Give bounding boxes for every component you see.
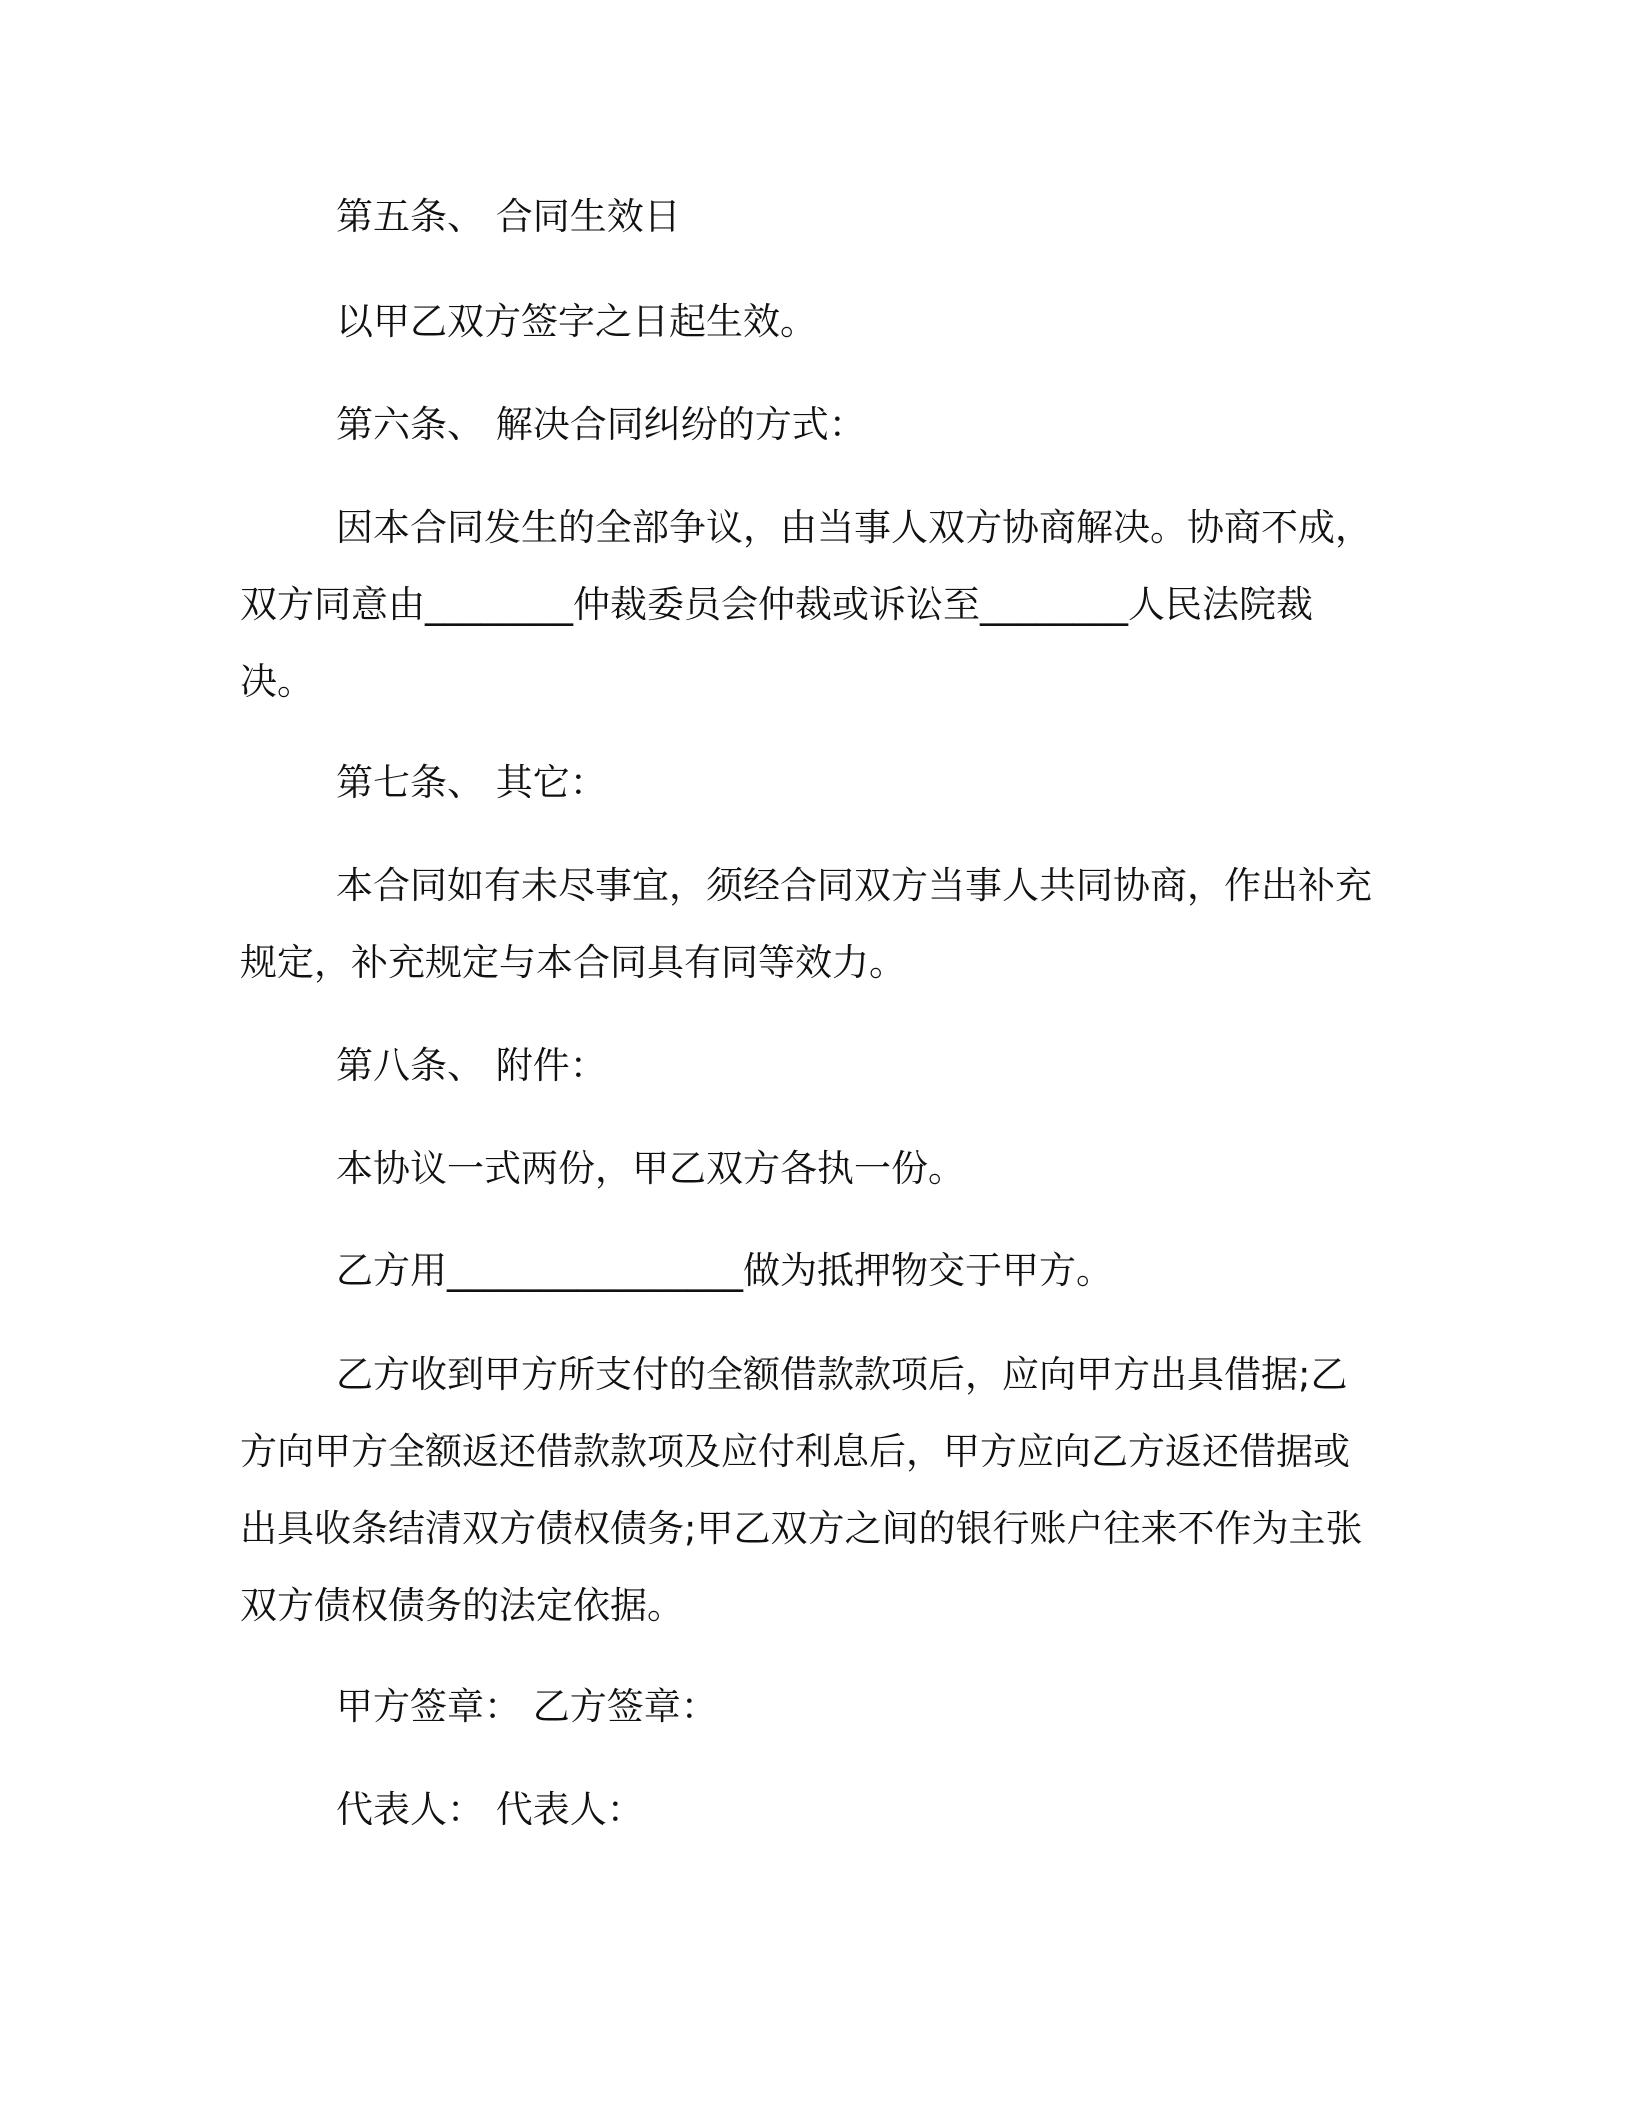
article-5-text: 以甲乙双方签字之日起生效。 <box>336 300 817 343</box>
representative-line: 代表人： 代表人： <box>336 1788 644 1831</box>
article-6-line-3: 决。 <box>240 660 314 703</box>
receipt-line-3: 出具收条结清双方债权债务;甲乙双方之间的银行账户往来不作为主张 <box>240 1507 1363 1550</box>
signature-line: 甲方签章： 乙方签章： <box>336 1685 718 1728</box>
article-7-title: 第七条、 其它： <box>336 761 607 804</box>
article-7-line-2: 规定，补充规定与本合同具有同等效力。 <box>240 941 906 984</box>
article-8-title: 第八条、 附件： <box>336 1044 607 1087</box>
receipt-line-2: 方向甲方全额返还借款款项及应付利息后，甲方应向乙方返还借据或 <box>240 1430 1350 1473</box>
article-5-title: 第五条、 合同生效日 <box>336 195 681 238</box>
receipt-paragraph <box>240 1336 1390 1644</box>
article-6-line-1: 因本合同发生的全部争议，由当事人双方协商解决。协商不成， <box>336 506 1372 549</box>
article-8-copies: 本协议一式两份，甲乙双方各执一份。 <box>336 1147 965 1190</box>
receipt-line-1: 乙方收到甲方所支付的全额借款款项后，应向甲方出具借据;乙 <box>336 1353 1348 1396</box>
collateral-clause: 乙方用________________做为抵押物交于甲方。 <box>336 1249 1113 1292</box>
receipt-line-4: 双方债权债务的法定依据。 <box>240 1584 684 1627</box>
article-7-paragraph <box>240 847 1390 1001</box>
article-7-line-1: 本合同如有未尽事宜，须经合同双方当事人共同协商，作出补充 <box>336 864 1372 907</box>
article-6-line-2: 双方同意由________仲裁委员会仲裁或诉讼至________人民法院裁 <box>240 583 1313 626</box>
article-6-title: 第六条、 解决合同纠纷的方式： <box>336 403 866 446</box>
article-6-paragraph <box>240 489 1390 720</box>
